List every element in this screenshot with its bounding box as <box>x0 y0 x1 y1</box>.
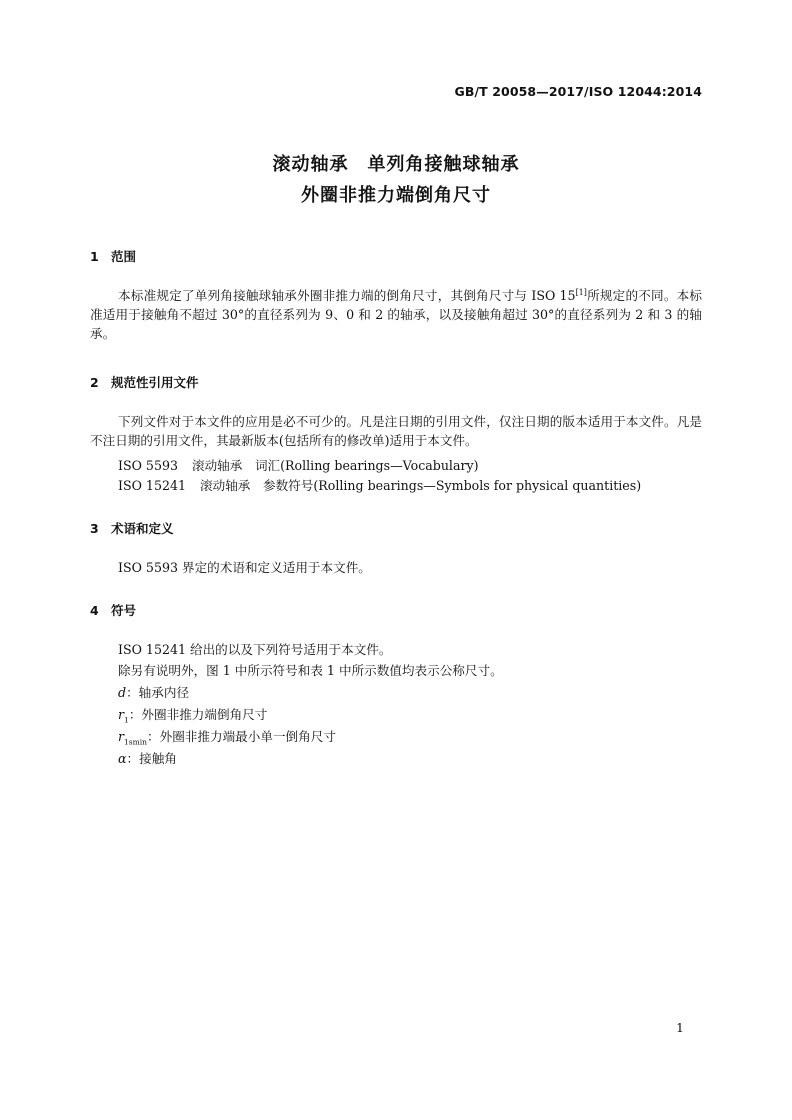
scope-text-part1: 本标准规定了单列角接触球轴承外圈非推力端的倒角尺寸，其倒角尺寸与 ISO 15 <box>118 288 576 303</box>
section-heading-symbols <box>90 601 136 619</box>
symbol-letter: r <box>118 729 125 744</box>
normative-references-paragraph: 下列文件对于本文件的应用是必不可少的。凡是注日期的引用文件，仅注日期的版本适用于本文件。凡是不注日期的引用文件，其最新版本(包括所有的修改单)适用于本文件。 <box>90 414 702 448</box>
section-title: 符号 <box>111 603 137 618</box>
section-heading-terms <box>90 519 174 537</box>
reference-title: 滚动轴承 词汇(Rolling bearings—Vocabulary) <box>191 458 479 473</box>
section-heading-normative-references <box>90 373 199 391</box>
symbol-description: ：轴承内径 <box>126 685 190 700</box>
section-number: 2 <box>90 375 99 390</box>
symbol-definition <box>118 705 267 724</box>
section-number: 3 <box>90 521 99 536</box>
scope-paragraph <box>90 286 702 343</box>
symbol-letter: d <box>118 685 127 700</box>
symbols-note-line: 除另有说明外，图 1 中所示符号和表 1 中所示数值均表示公称尺寸。 <box>118 663 503 678</box>
symbol-subscript: 1 <box>124 715 129 725</box>
standard-number: GB/T 20058—2017/ISO 12044:2014 <box>454 84 702 99</box>
document-title-line-2: 外圈非推力端倒角尺寸 <box>301 185 491 206</box>
reference-code: ISO 15241 <box>118 478 186 493</box>
reference-code: ISO 5593 <box>118 458 178 473</box>
terms-paragraph: ISO 5593 界定的术语和定义适用于本文件。 <box>118 560 371 575</box>
symbol-definition <box>118 749 177 768</box>
section-title: 术语和定义 <box>111 521 174 536</box>
document-title-line-1: 滚动轴承 单列角接触球轴承 <box>272 154 520 175</box>
symbols-intro-line: ISO 15241 给出的以及下列符号适用于本文件。 <box>118 642 392 657</box>
symbol-description: ：外圈非推力端倒角尺寸 <box>128 707 268 722</box>
reference-item <box>118 476 641 495</box>
citation-reference[interactable]: [1] <box>575 287 587 297</box>
section-title: 范围 <box>111 249 137 264</box>
symbol-letter: r <box>118 707 125 722</box>
section-number: 1 <box>90 249 99 264</box>
reference-title: 滚动轴承 参数符号(Rolling bearings—Symbols for physical quantities) <box>200 478 642 493</box>
symbol-definition <box>118 727 336 746</box>
symbol-description: ：外圈非推力端最小单一倒角尺寸 <box>147 729 336 744</box>
reference-item <box>118 456 479 475</box>
section-heading-scope <box>90 247 136 265</box>
scope-text-part2: 所规定的不同。本标准适用于接触角不超过 30°的直径系列为 9、0 和 2 的轴承，以及接触角超过 30°的直径系列为 2 和 3 的轴承。 <box>90 288 702 341</box>
symbol-letter: α <box>118 751 127 766</box>
page-number: 1 <box>676 1020 684 1035</box>
section-number: 4 <box>90 603 99 618</box>
section-title: 规范性引用文件 <box>111 375 199 390</box>
symbol-definition <box>118 683 189 702</box>
symbol-subscript: 1smin <box>124 737 147 747</box>
symbol-description: ：接触角 <box>126 751 177 766</box>
